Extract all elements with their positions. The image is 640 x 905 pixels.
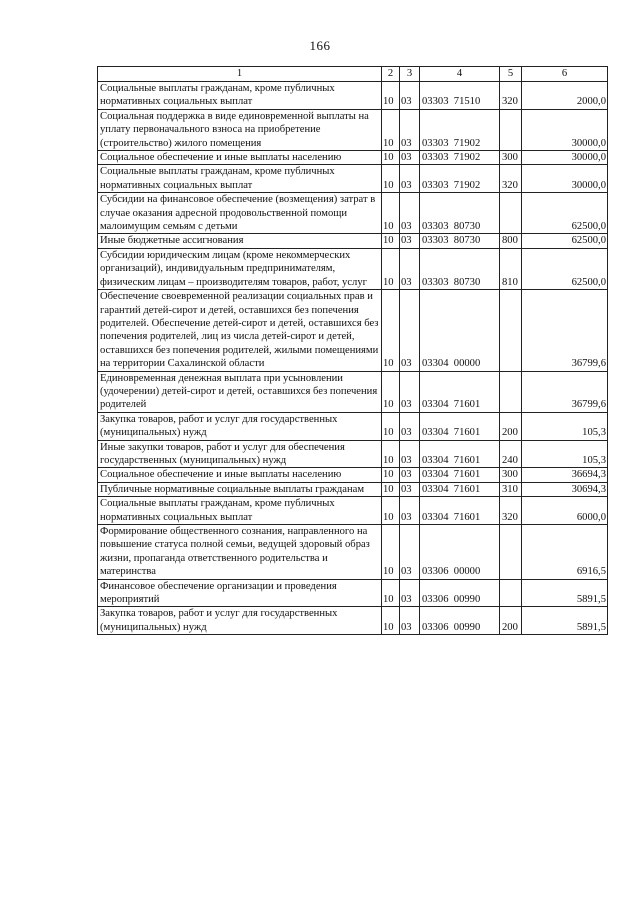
table-row [98,234,608,248]
row-section-cell: 10 [382,151,400,165]
row-name-cell: Социальное обеспечение и иные выплаты населению [98,151,382,165]
row-name-cell: Публичные нормативные социальные выплаты гражданам [98,482,382,496]
row-amount-cell: 105,3 [522,412,608,440]
row-expense-type-cell [500,579,522,607]
row-expense-type-cell: 310 [500,482,522,496]
row-subsection-cell: 03 [400,525,420,580]
row-expense-type-cell: 240 [500,440,522,468]
row-target-article-cell: 03306 00000 [420,525,500,580]
row-name-cell: Социальное обеспечение и иные выплаты населению [98,468,382,482]
row-target-article-cell: 03303 80730 [420,234,500,248]
row-name-cell: Социальные выплаты гражданам, кроме публичных нормативных социальных выплат [98,165,382,193]
row-subsection-cell: 03 [400,82,420,110]
row-amount-cell: 2000,0 [522,82,608,110]
row-target-article-cell: 03303 71902 [420,109,500,150]
row-expense-type-cell [500,371,522,412]
table-row [98,525,608,580]
row-expense-type-cell: 200 [500,607,522,635]
row-section-cell: 10 [382,248,400,289]
row-amount-cell: 105,3 [522,440,608,468]
row-subsection-cell: 03 [400,482,420,496]
row-section-cell: 10 [382,607,400,635]
row-section-cell: 10 [382,109,400,150]
table-row [98,82,608,110]
row-name-cell: Социальные выплаты гражданам, кроме публичных нормативных социальных выплат [98,82,382,110]
row-section-cell: 10 [382,82,400,110]
header-cell-6: 6 [522,67,608,82]
page-number: 166 [309,38,331,53]
row-name-cell: Закупка товаров, работ и услуг для государственных (муниципальных) нужд [98,412,382,440]
table-row [98,109,608,150]
row-amount-cell: 5891,5 [522,607,608,635]
row-name-cell: Единовременная денежная выплата при усыновлении (удочерении) детей-сирот и детей, оставшихся без попечения родителей [98,371,382,412]
row-amount-cell: 62500,0 [522,248,608,289]
row-amount-cell: 36694,3 [522,468,608,482]
row-amount-cell: 30000,0 [522,109,608,150]
header-cell-1: 1 [98,67,382,82]
row-target-article-cell: 03303 80730 [420,248,500,289]
row-target-article-cell: 03304 71601 [420,497,500,525]
row-name-cell: Формирование общественного сознания, направленного на повышение статуса полной семьи, ведущей здоровый образ жизни, пропаганда ответственного родительства и материнства [98,525,382,580]
row-name-cell: Иные закупки товаров, работ и услуг для обеспечения государственных (муниципальных) нужд [98,440,382,468]
row-target-article-cell: 03304 71601 [420,482,500,496]
row-name-cell: Иные бюджетные ассигнования [98,234,382,248]
row-subsection-cell: 03 [400,579,420,607]
table-row [98,151,608,165]
row-subsection-cell: 03 [400,193,420,234]
row-section-cell: 10 [382,468,400,482]
row-name-cell: Субсидии юридическим лицам (кроме некоммерческих организаций), индивидуальным предпринимателям, физическим лицам – производителям товаров, работ, услуг [98,248,382,289]
row-name-cell: Социальные выплаты гражданам, кроме публичных нормативных социальных выплат [98,497,382,525]
row-section-cell: 10 [382,371,400,412]
header-cell-2: 2 [382,67,400,82]
row-section-cell: 10 [382,525,400,580]
row-subsection-cell: 03 [400,248,420,289]
row-subsection-cell: 03 [400,165,420,193]
table-row [98,607,608,635]
table-row [98,248,608,289]
row-target-article-cell: 03303 71902 [420,165,500,193]
row-amount-cell: 36799,6 [522,290,608,371]
row-subsection-cell: 03 [400,371,420,412]
row-expense-type-cell [500,193,522,234]
header-cell-5: 5 [500,67,522,82]
row-expense-type-cell [500,525,522,580]
row-target-article-cell: 03306 00990 [420,607,500,635]
row-subsection-cell: 03 [400,497,420,525]
row-target-article-cell: 03304 71601 [420,468,500,482]
row-amount-cell: 30000,0 [522,151,608,165]
table-row [98,165,608,193]
row-section-cell: 10 [382,193,400,234]
row-amount-cell: 62500,0 [522,234,608,248]
table-row [98,193,608,234]
row-section-cell: 10 [382,412,400,440]
row-amount-cell: 62500,0 [522,193,608,234]
row-expense-type-cell: 800 [500,234,522,248]
row-expense-type-cell: 320 [500,497,522,525]
row-section-cell: 10 [382,165,400,193]
row-section-cell: 10 [382,290,400,371]
row-subsection-cell: 03 [400,468,420,482]
row-subsection-cell: 03 [400,412,420,440]
row-target-article-cell: 03304 71601 [420,371,500,412]
row-amount-cell: 6000,0 [522,497,608,525]
row-name-cell: Обеспечение своевременной реализации социальных прав и гарантий детей-сирот и детей, оставшихся без попечения родителей. Обеспечение детей-сирот и детей, оставшихся без попечения родителей, лиц из числа детей-сирот и детей, оставшихся без попечения родителей, жилыми помещениями на территории Сахалинской области [98,290,382,371]
header-cell-3: 3 [400,67,420,82]
table-row [98,497,608,525]
table-row [98,371,608,412]
table-header-row [98,67,608,82]
row-name-cell: Финансовое обеспечение организации и проведения мероприятий [98,579,382,607]
row-section-cell: 10 [382,579,400,607]
row-amount-cell: 30694,3 [522,482,608,496]
row-subsection-cell: 03 [400,607,420,635]
row-subsection-cell: 03 [400,109,420,150]
table-row [98,440,608,468]
header-cell-4: 4 [420,67,500,82]
table-row [98,468,608,482]
row-expense-type-cell [500,290,522,371]
row-name-cell: Социальная поддержка в виде единовременной выплаты на уплату первоначального взноса на приобретение (строительство) жилого помещения [98,109,382,150]
table-row [98,579,608,607]
row-expense-type-cell: 320 [500,165,522,193]
row-amount-cell: 36799,6 [522,371,608,412]
table-row [98,290,608,371]
row-amount-cell: 30000,0 [522,165,608,193]
row-subsection-cell: 03 [400,234,420,248]
row-section-cell: 10 [382,482,400,496]
row-target-article-cell: 03304 71601 [420,440,500,468]
row-name-cell: Закупка товаров, работ и услуг для государственных (муниципальных) нужд [98,607,382,635]
row-subsection-cell: 03 [400,151,420,165]
row-subsection-cell: 03 [400,290,420,371]
row-subsection-cell: 03 [400,440,420,468]
row-target-article-cell: 03303 71902 [420,151,500,165]
table-row [98,482,608,496]
row-target-article-cell: 03303 71510 [420,82,500,110]
row-amount-cell: 5891,5 [522,579,608,607]
row-expense-type-cell: 810 [500,248,522,289]
row-name-cell: Субсидии на финансовое обеспечение (возмещения) затрат в случае оказания адресной продовольственной помощи малоимущим семьям с детьми [98,193,382,234]
budget-table [97,66,608,635]
row-section-cell: 10 [382,497,400,525]
row-expense-type-cell: 200 [500,412,522,440]
row-target-article-cell: 03303 80730 [420,193,500,234]
row-amount-cell: 6916,5 [522,525,608,580]
row-expense-type-cell: 300 [500,151,522,165]
row-section-cell: 10 [382,440,400,468]
row-expense-type-cell: 320 [500,82,522,110]
table-row [98,412,608,440]
row-target-article-cell: 03304 00000 [420,290,500,371]
row-target-article-cell: 03304 71601 [420,412,500,440]
row-expense-type-cell: 300 [500,468,522,482]
row-section-cell: 10 [382,234,400,248]
budget-table-body [98,67,608,635]
row-target-article-cell: 03306 00990 [420,579,500,607]
row-expense-type-cell [500,109,522,150]
